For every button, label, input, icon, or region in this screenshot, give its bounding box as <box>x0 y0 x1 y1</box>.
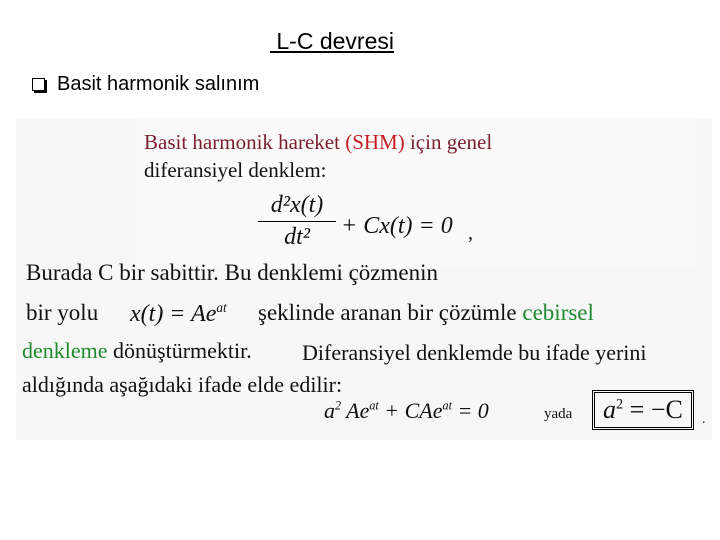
result-rhs: = −C <box>623 395 683 424</box>
equation-1-rest: + Cx(t) = 0 <box>341 213 453 239</box>
shm-phrase-end: için genel <box>404 130 493 154</box>
eq3-b-exp: at <box>369 398 379 413</box>
fraction-denominator: dt² <box>284 224 310 250</box>
text-line-2: diferansiyel denklem: <box>144 158 327 182</box>
fraction-numerator: d²x(t) <box>258 192 336 222</box>
checkbox-bullet-icon <box>32 78 45 91</box>
text-line-4-start: bir yolu <box>26 300 99 325</box>
eq3-c-exp: at <box>442 398 452 413</box>
line-4-text: şeklinde aranan bir çözümle <box>258 300 523 325</box>
shm-phrase: Basit harmonik hareket <box>144 130 346 154</box>
line-5-text: dönüştürmektir. <box>107 338 252 363</box>
trial-solution-base: x(t) = Ae <box>130 301 217 327</box>
text-line-5-continued: Diferansiyel denklemde bu ifade yerini <box>302 340 647 365</box>
text-line-3: Burada C bir sabittir. Bu denklemi çözmenin <box>26 260 439 285</box>
text-line-4-end <box>258 300 594 326</box>
slide-title: L-C devresi <box>270 28 394 54</box>
equation-word: denkleme <box>22 338 108 363</box>
eq3-d: = 0 <box>451 398 489 423</box>
derivative-fraction <box>258 192 336 251</box>
text-line-6: aldığında aşağıdaki ifade elde edilir: <box>22 372 343 397</box>
bullet-item <box>32 73 259 96</box>
text-line-5 <box>22 338 252 364</box>
bullet-text: Basit harmonik salınım <box>57 73 260 95</box>
boxed-result <box>592 390 694 430</box>
result-a: a <box>603 395 616 424</box>
characteristic-equation <box>324 398 489 424</box>
result-period: . <box>702 412 706 427</box>
eq3-a-exp: 2 <box>335 398 342 413</box>
shm-abbrev: (SHM) <box>345 130 405 154</box>
result-exp: 2 <box>616 396 624 413</box>
eq3-c: + CAe <box>378 398 443 423</box>
trial-solution-exponent: at <box>216 300 227 315</box>
algebraic-word: cebirsel <box>522 300 594 325</box>
equation-1-comma: , <box>468 222 473 244</box>
scanned-equation-image <box>16 118 712 440</box>
eq3-b: Ae <box>341 398 370 423</box>
yada-word: yada <box>544 406 573 422</box>
text-line-1 <box>144 130 492 155</box>
trial-solution <box>130 300 227 328</box>
eq3-a: a <box>324 398 335 423</box>
